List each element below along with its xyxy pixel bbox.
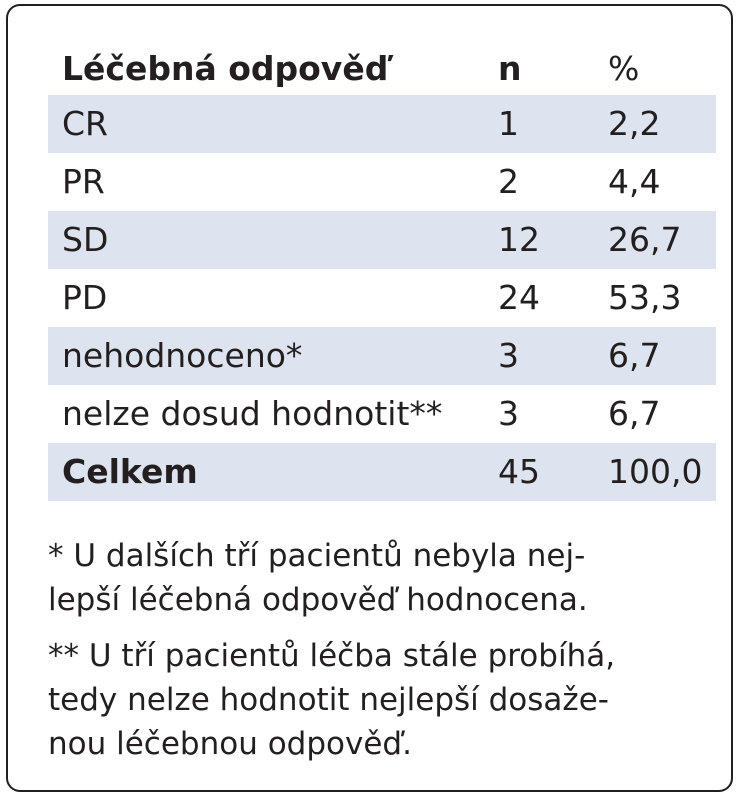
row-label: PD [62,278,108,317]
row-label: nehodnoceno* [48,327,484,385]
response-table [48,42,716,501]
header-response: Léčebná odpověď [62,49,389,88]
total-row [48,443,716,501]
row-n: 24 [498,278,540,317]
header-percent: % [608,49,640,88]
row-percent: 6,7 [608,394,661,433]
footnotes [48,534,716,778]
footnote-line: lepší léčebná odpověď hodnocena. [48,582,588,618]
row-label: CR [48,95,484,153]
row-n: 1 [484,95,594,153]
total-label: Celkem [48,443,484,501]
table-row [48,211,716,269]
table-row [48,385,716,443]
footnote-line: * U dalších tří pacientů nebyla nej- [48,538,586,574]
table-row [48,269,716,327]
row-label: nelze dosud hodnotit** [62,394,443,433]
row-n: 3 [484,327,594,385]
footnote-line: tedy nelze hodnotit nejlepší dosaže- [48,682,609,718]
row-percent: 26,7 [594,211,716,269]
table-row [48,95,716,153]
header-row [48,42,716,95]
total-n: 45 [484,443,594,501]
row-n: 3 [498,394,519,433]
row-label: PR [62,162,105,201]
footnote-double-asterisk [48,634,716,766]
row-percent: 6,7 [594,327,716,385]
row-percent: 4,4 [608,162,661,201]
row-label: SD [48,211,484,269]
table-row [48,327,716,385]
table-frame [6,4,733,792]
total-percent: 100,0 [594,443,716,501]
row-percent: 2,2 [594,95,716,153]
footnote-single-asterisk [48,534,716,622]
footnote-line: ** U tří pacientů léčba stále probíhá, [48,638,616,674]
table-row [48,153,716,211]
footnote-line: nou léčebnou odpověď. [48,726,412,762]
row-n: 12 [484,211,594,269]
header-n: n [498,49,522,88]
row-percent: 53,3 [608,278,682,317]
row-n: 2 [498,162,519,201]
